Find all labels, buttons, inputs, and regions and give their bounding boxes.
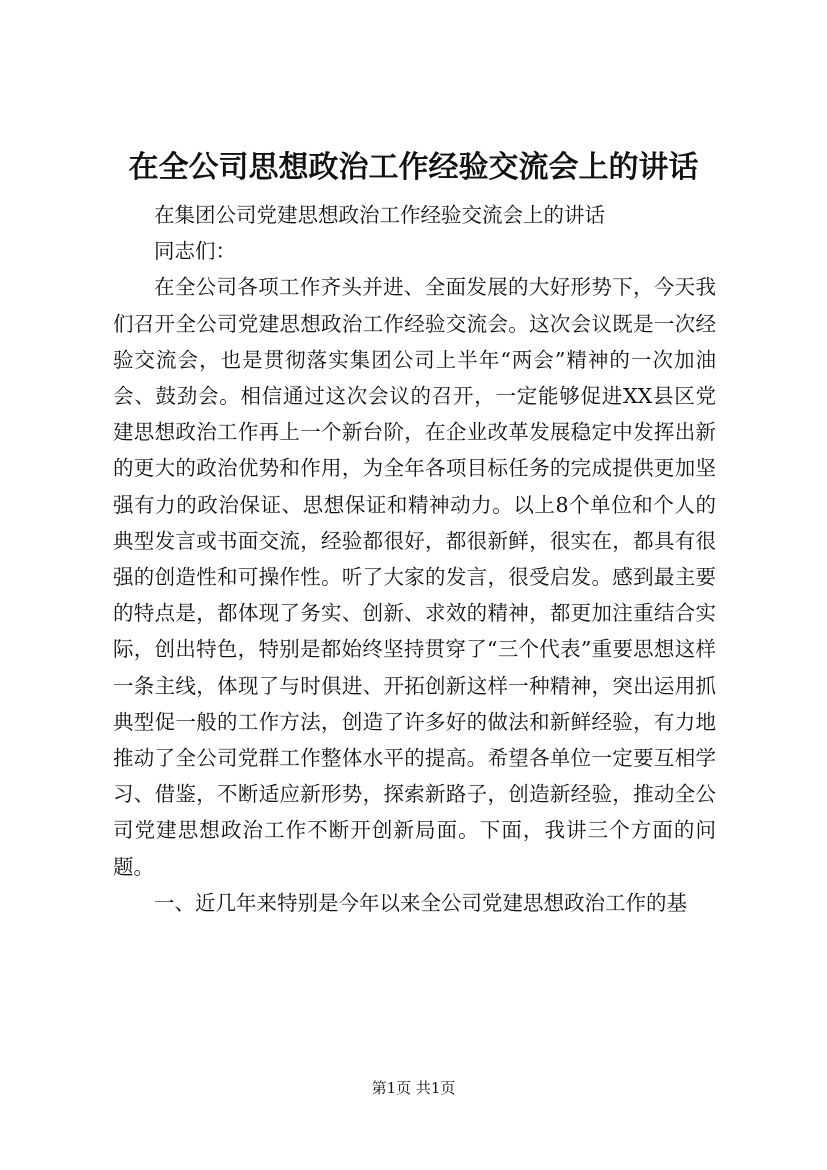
- paragraph-salutation: 同志们：: [154, 239, 236, 264]
- paragraph-main: 在全公司各项工作齐头并进、全面发展的大好形势下，今天我们召开全公司党建思想政治工作经验交流会。这次会议既是一次经验交流会，也是贯彻落实集团公司上半年“两会”精神的一次加油会、鼓劲会。相信通过这次会议的召开，一定能够促进XX县区党建思想政治工作再上一个新台阶，在企业改革发展稳定中发挥出新的更大的政治优势和作用，为全年各项目标任务的完成提供更加坚强有力的政治保证、思想保证和精神动力。以上8个单位和个人的典型发言或书面交流，经验都很好，都很新鲜，很实在，都具有很强的创造性和可操作性。听了大家的发言，很受启发。感到最主要的特点是，都体现了务实、创新、求效的精神，都更加注重结合实际，创出特色，特别是都始终坚持贯穿了“三个代表”重要思想这样一条主线，体现了与时俱进、开拓创新这样一种精神，突出运用抓典型促一般的工作方法，创造了许多好的做法和新鲜经验，有力地推动了全公司党群工作整体水平的提高。希望各单位一定要互相学习、借鉴，不断适应新形势，探索新路子，创造新经验，推动全公司党建思想政治工作不断开创新局面。下面，我讲三个方面的问题。: [113, 275, 716, 879]
- paragraph-subtitle: 在集团公司党建思想政治工作经验交流会上的讲话: [154, 203, 605, 227]
- document-title: 在全公司思想政治工作经验交流会上的讲话: [128, 150, 699, 185]
- document-body: [113, 197, 716, 921]
- page-footer: 第1页 共1页: [371, 1079, 456, 1097]
- paragraph-section-heading: 一、近几年来特别是今年以来全公司党建思想政治工作的基: [154, 890, 687, 915]
